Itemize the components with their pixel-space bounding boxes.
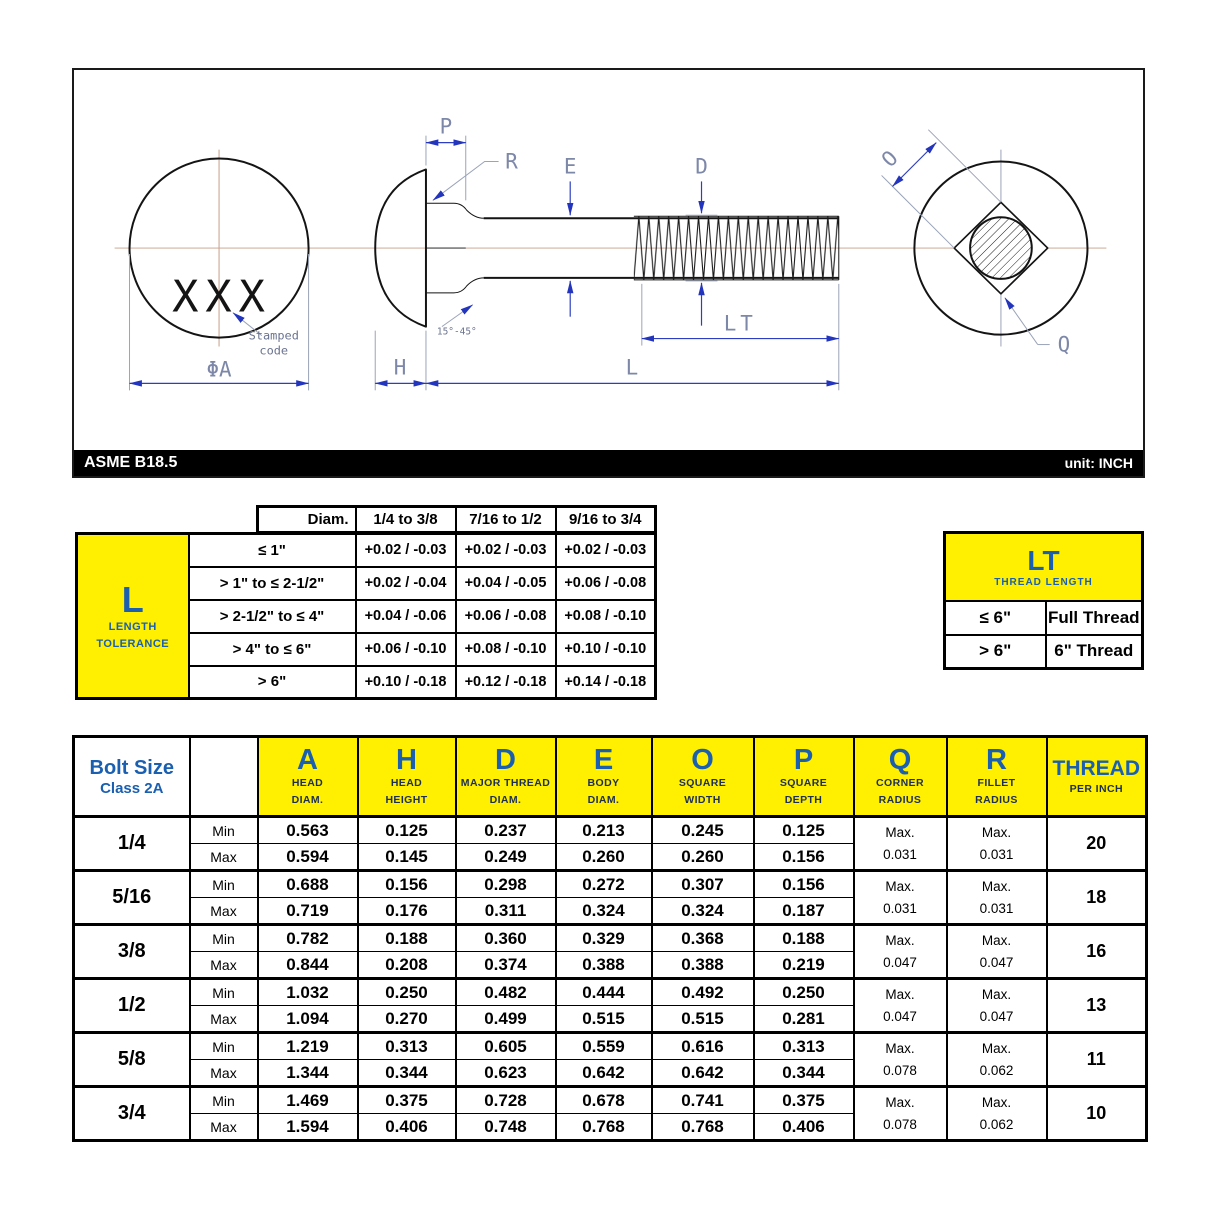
value-o-max: 0.388 (652, 952, 754, 979)
bolt-size: 5/16 (74, 871, 190, 925)
value-o-min: 0.492 (652, 979, 754, 1006)
col-sub: CORNER (876, 777, 924, 790)
col-sub: HEIGHT (385, 793, 428, 806)
value-h-max: 0.176 (358, 898, 456, 925)
col-sub: HEAD (291, 777, 324, 790)
value-e-max: 0.324 (556, 898, 652, 925)
length-tolerance-body (75, 532, 657, 700)
value-r: Max. 0.062 (947, 1087, 1047, 1141)
value-r: Max. 0.031 (947, 817, 1047, 871)
col-header-r (947, 737, 1047, 817)
lt-condition: > 6" (945, 635, 1046, 669)
col-header-o (652, 737, 754, 817)
threads-per-inch: 16 (1047, 925, 1147, 979)
value-o-max: 0.260 (652, 844, 754, 871)
lt-label: LT (723, 311, 757, 336)
col-header-q (854, 737, 947, 817)
tolerance-value: +0.02 / -0.03 (356, 534, 456, 567)
value-q: Max. 0.078 (854, 1087, 947, 1141)
bolt-size: 3/8 (74, 925, 190, 979)
value-a-max: 0.719 (258, 898, 358, 925)
tolerance-value: +0.02 / -0.03 (556, 534, 656, 567)
bolt-dimensions-table (72, 735, 1148, 1142)
length-tolerance-header (256, 505, 657, 534)
diam-corner-label: Diam. (258, 507, 356, 533)
h-label: H (393, 355, 407, 380)
value-q: Max. 0.047 (854, 925, 947, 979)
col-sub: DIAM. (489, 793, 522, 806)
min-label: Min (190, 1033, 258, 1060)
drawing-frame (72, 68, 1145, 478)
threads-per-inch: 20 (1047, 817, 1147, 871)
min-label: Min (190, 871, 258, 898)
o-ext-1 (928, 130, 1001, 203)
value-d-max: 0.499 (456, 1006, 556, 1033)
tolerance-value: +0.10 / -0.18 (356, 666, 456, 699)
standard-label: ASME B18.5 (84, 454, 178, 471)
col-letter: Q (888, 744, 912, 777)
value-q: Max. 0.078 (854, 1033, 947, 1087)
length-range: > 2-1/2" to ≤ 4" (189, 600, 356, 633)
square-neck-bottom (426, 278, 484, 293)
threads-per-inch: 18 (1047, 871, 1147, 925)
e-label: E (563, 154, 577, 179)
lt-result: 6" Thread (1046, 635, 1143, 669)
value-a-max: 0.594 (258, 844, 358, 871)
diam-range-header: 1/4 to 3/8 (356, 507, 456, 533)
thread-length-table (943, 531, 1144, 670)
length-tolerance-title-cell (77, 534, 189, 699)
value-e-max: 0.515 (556, 1006, 652, 1033)
value-a-min: 0.563 (258, 817, 358, 844)
min-label: Min (190, 817, 258, 844)
length-range: > 6" (189, 666, 356, 699)
bolt-size-header (74, 737, 190, 817)
value-d-min: 0.237 (456, 817, 556, 844)
length-range: ≤ 1" (189, 534, 356, 567)
min-label: Min (190, 925, 258, 952)
value-a-min: 1.219 (258, 1033, 358, 1060)
value-q: Max. 0.047 (854, 979, 947, 1033)
threads (634, 216, 839, 280)
value-d-max: 0.748 (456, 1114, 556, 1141)
value-a-max: 1.094 (258, 1006, 358, 1033)
tolerance-value: +0.06 / -0.10 (356, 633, 456, 666)
l-sub2: TOLERANCE (96, 637, 170, 650)
value-h-min: 0.156 (358, 871, 456, 898)
bolt-size-subtitle: Class 2A (100, 779, 164, 797)
o-ext-2 (882, 175, 955, 248)
value-p-min: 0.375 (754, 1087, 854, 1114)
threads-per-inch: 11 (1047, 1033, 1147, 1087)
col-header-p (754, 737, 854, 817)
bolt-size: 3/4 (74, 1087, 190, 1141)
thread-title: THREAD (1052, 756, 1140, 780)
col-letter: A (297, 744, 318, 777)
value-e-min: 0.213 (556, 817, 652, 844)
r-label: R (505, 149, 518, 174)
value-e-min: 0.678 (556, 1087, 652, 1114)
minmax-header-empty (190, 737, 258, 817)
thread-length-title-cell (945, 533, 1143, 601)
value-p-max: 0.156 (754, 844, 854, 871)
value-d-min: 0.728 (456, 1087, 556, 1114)
value-p-min: 0.188 (754, 925, 854, 952)
value-d-min: 0.605 (456, 1033, 556, 1060)
lt-condition: ≤ 6" (945, 601, 1046, 635)
value-o-min: 0.741 (652, 1087, 754, 1114)
value-p-min: 0.313 (754, 1033, 854, 1060)
tolerance-value: +0.04 / -0.06 (356, 600, 456, 633)
bolt-size: 1/2 (74, 979, 190, 1033)
value-e-min: 0.444 (556, 979, 652, 1006)
col-header-thread (1047, 737, 1147, 817)
value-d-min: 0.360 (456, 925, 556, 952)
max-label: Max (190, 1006, 258, 1033)
tolerance-value: +0.06 / -0.08 (556, 567, 656, 600)
min-label: Min (190, 1087, 258, 1114)
threads-per-inch: 10 (1047, 1087, 1147, 1141)
value-p-max: 0.219 (754, 952, 854, 979)
q-leader (1005, 298, 1038, 345)
col-sub: RADIUS (975, 793, 1018, 806)
col-letter: H (396, 744, 417, 777)
value-d-max: 0.374 (456, 952, 556, 979)
value-e-min: 0.329 (556, 925, 652, 952)
tolerance-value: +0.14 / -0.18 (556, 666, 656, 699)
lt-subtitle: THREAD LENGTH (994, 577, 1093, 589)
value-h-max: 0.145 (358, 844, 456, 871)
value-r: Max. 0.047 (947, 925, 1047, 979)
l-letter: L (121, 578, 144, 620)
tolerance-value: +0.04 / -0.05 (456, 567, 556, 600)
col-sub: BODY (587, 777, 620, 790)
value-e-max: 0.260 (556, 844, 652, 871)
value-d-min: 0.482 (456, 979, 556, 1006)
angle-leader (442, 305, 473, 327)
thread-subtitle: PER INCH (1069, 782, 1123, 795)
col-header-h (358, 737, 456, 817)
value-r: Max. 0.062 (947, 1033, 1047, 1087)
carriage-bolt-drawing (74, 70, 1143, 450)
lt-letter: LT (1027, 545, 1060, 577)
value-d-max: 0.249 (456, 844, 556, 871)
value-p-max: 0.187 (754, 898, 854, 925)
value-h-max: 0.344 (358, 1060, 456, 1087)
col-sub: DIAM. (291, 793, 324, 806)
value-a-min: 0.782 (258, 925, 358, 952)
value-e-min: 0.559 (556, 1033, 652, 1060)
value-h-max: 0.208 (358, 952, 456, 979)
max-label: Max (190, 1060, 258, 1087)
max-label: Max (190, 844, 258, 871)
value-o-max: 0.768 (652, 1114, 754, 1141)
bolt-size: 5/8 (74, 1033, 190, 1087)
col-letter: E (593, 744, 614, 777)
l-sub1: LENGTH (108, 621, 157, 634)
col-letter: O (691, 744, 714, 777)
value-p-min: 0.125 (754, 817, 854, 844)
stamped-note-line1: Stamped (248, 328, 299, 343)
value-p-min: 0.250 (754, 979, 854, 1006)
value-d-max: 0.311 (456, 898, 556, 925)
col-sub: FILLET (977, 777, 1016, 790)
value-h-min: 0.125 (358, 817, 456, 844)
value-a-min: 0.688 (258, 871, 358, 898)
value-o-min: 0.368 (652, 925, 754, 952)
value-o-max: 0.515 (652, 1006, 754, 1033)
o-label: O (876, 145, 903, 172)
value-p-max: 0.344 (754, 1060, 854, 1087)
value-e-max: 0.388 (556, 952, 652, 979)
tolerance-value: +0.06 / -0.08 (456, 600, 556, 633)
angle-label: 15°-45° (436, 326, 477, 338)
threads-per-inch: 13 (1047, 979, 1147, 1033)
lt-result: Full Thread (1046, 601, 1143, 635)
col-letter: R (986, 744, 1007, 777)
value-o-max: 0.324 (652, 898, 754, 925)
value-o-min: 0.616 (652, 1033, 754, 1060)
value-d-max: 0.623 (456, 1060, 556, 1087)
col-header-a (258, 737, 358, 817)
value-o-min: 0.307 (652, 871, 754, 898)
d-label: D (695, 154, 708, 179)
length-range: > 4" to ≤ 6" (189, 633, 356, 666)
value-h-min: 0.188 (358, 925, 456, 952)
diam-range-header: 7/16 to 1/2 (456, 507, 556, 533)
col-letter: P (793, 744, 814, 777)
value-e-max: 0.768 (556, 1114, 652, 1141)
value-o-max: 0.642 (652, 1060, 754, 1087)
unit-label: unit: INCH (1064, 455, 1133, 471)
value-h-min: 0.313 (358, 1033, 456, 1060)
bolt-size-title: Bolt Size (89, 756, 174, 779)
value-h-max: 0.406 (358, 1114, 456, 1141)
value-o-min: 0.245 (652, 817, 754, 844)
tolerance-value: +0.10 / -0.10 (556, 633, 656, 666)
phi-a-label: ΦA (206, 357, 232, 382)
min-label: Min (190, 979, 258, 1006)
col-sub: WIDTH (684, 793, 721, 806)
col-header-e (556, 737, 652, 817)
value-h-min: 0.250 (358, 979, 456, 1006)
value-p-max: 0.406 (754, 1114, 854, 1141)
l-label: L (625, 355, 639, 380)
col-sub: SQUARE (678, 777, 727, 790)
length-tolerance-table (75, 505, 657, 707)
col-sub: MAJOR THREAD (460, 777, 551, 790)
drawing-title-bar (74, 450, 1143, 476)
p-label: P (439, 114, 453, 139)
square-neck-top (426, 203, 484, 218)
value-p-max: 0.281 (754, 1006, 854, 1033)
tolerance-value: +0.02 / -0.03 (456, 534, 556, 567)
col-sub: DEPTH (784, 793, 823, 806)
value-e-max: 0.642 (556, 1060, 652, 1087)
tolerance-value: +0.02 / -0.04 (356, 567, 456, 600)
col-sub: RADIUS (878, 793, 922, 806)
max-label: Max (190, 1114, 258, 1141)
shank-section-hatched (970, 217, 1032, 279)
stamped-note-line2: code (259, 343, 289, 358)
length-range: > 1" to ≤ 2-1/2" (189, 567, 356, 600)
value-d-min: 0.298 (456, 871, 556, 898)
value-a-min: 1.032 (258, 979, 358, 1006)
value-q: Max. 0.031 (854, 871, 947, 925)
value-r: Max. 0.047 (947, 979, 1047, 1033)
max-label: Max (190, 898, 258, 925)
value-a-min: 1.469 (258, 1087, 358, 1114)
value-q: Max. 0.031 (854, 817, 947, 871)
value-a-max: 0.844 (258, 952, 358, 979)
col-sub: DIAM. (587, 793, 620, 806)
value-h-min: 0.375 (358, 1087, 456, 1114)
value-a-max: 1.594 (258, 1114, 358, 1141)
diam-range-header: 9/16 to 3/4 (556, 507, 656, 533)
col-header-d (456, 737, 556, 817)
tolerance-value: +0.12 / -0.18 (456, 666, 556, 699)
q-label: Q (1057, 332, 1071, 357)
tolerance-value: +0.08 / -0.10 (456, 633, 556, 666)
value-e-min: 0.272 (556, 871, 652, 898)
value-a-max: 1.344 (258, 1060, 358, 1087)
value-r: Max. 0.031 (947, 871, 1047, 925)
col-sub: SQUARE (779, 777, 828, 790)
max-label: Max (190, 952, 258, 979)
tolerance-value: +0.08 / -0.10 (556, 600, 656, 633)
stamp-mark: XXX (172, 271, 272, 323)
col-letter: D (495, 744, 516, 777)
value-p-min: 0.156 (754, 871, 854, 898)
col-sub: HEAD (390, 777, 423, 790)
value-h-max: 0.270 (358, 1006, 456, 1033)
bolt-size: 1/4 (74, 817, 190, 871)
